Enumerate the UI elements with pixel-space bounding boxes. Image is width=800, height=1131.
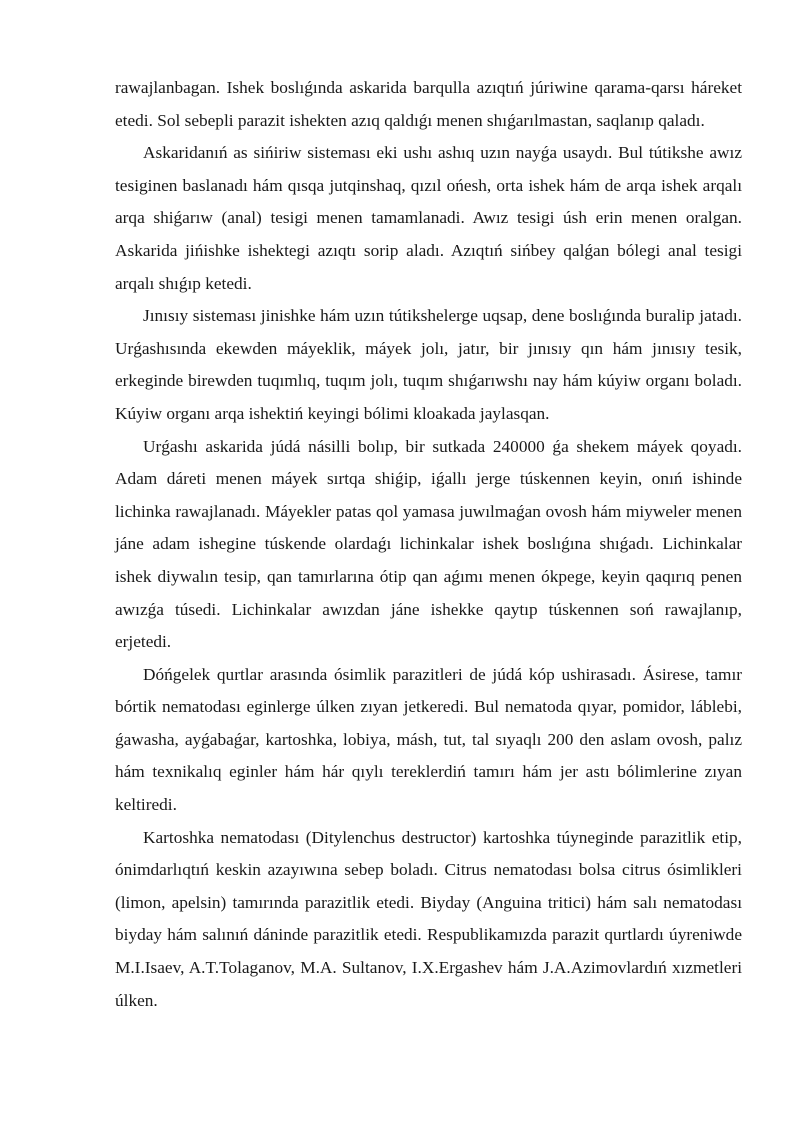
paragraph-6: Kartoshka nematodası (Ditylenchus destructor) kartoshka túyneginde parazitlik etip, ónimdarlıqtıń keskin azayıwına sebep boladı. Citrus nematodası bolsa citrus ósimlikleri (limon, apelsin) tamırında parazitlik etedi. Biyday (Anguina tritici) hám salı nematodası biyday hám salınıń dáninde parazitlik etedi. Respublikamızda parazit qurtlardı úyreniwde M.I.Isaev, A.T.Tolaganov, M.A. Sultanov, I.X.Ergashev hám J.A.Azimovlardıń xızmetleri úlken.: [115, 827, 742, 1010]
paragraph-2: Askaridanıń as sińiriw sisteması eki ushı ashıq uzın nayǵa usaydı. Bul tútikshe awız tesiginen baslanadı hám qısqa jutqinshaq, qızıl ońesh, orta ishek hám de arqa ishek arqalı arqa shiǵarıw (anal) tesigi menen tamamlanadi. Awız tesigi úsh erin menen oralgan. Askarida jińishke ishektegi azıqtı sorip aladı. Azıqtıń sińbey qalǵan bólegi anal tesigi arqalı shıǵıp ketedi.: [115, 143, 742, 293]
paragraph-3: Jınısıy sisteması jinishke hám uzın tútikshelerge uqsap, dene boslıǵında buralip jatadı. Urǵashısında ekewden máyeklik, máyek jolı, jatır, bir jınısıy qın hám jınısıy tesik, erkeginde birewden tuqımlıq, tuqım jolı, tuqım shıǵarıwshı nay hám kúyiw organı boladı. Kúyiw organı arqa ishektiń keyingi bólimi kloakada jaylasqan.: [115, 306, 742, 423]
paragraph-5: Dóńgelek qurtlar arasında ósimlik parazitleri de júdá kóp ushirasadı. Ásirese, tamır bórtik nematodası eginlerge úlken zıyan jetkeredi. Bul nematoda qıyar, pomidor, láblebi, ǵawasha, ayǵabaǵar, kartoshka, lobiya, másh, tut, tal sıyaqlı 200 den aslam ovosh, palız hám texnikalıq eginler hám hár qıylı tereklerdiń tamırı hám jer astı bólimlerine zıyan keltiredi.: [115, 664, 742, 815]
paragraph-4: Urǵashı askarida júdá násilli bolıp, bir sutkada 240000 ǵa shekem máyek qoyadı. Adam dáreti menen máyek sırtqa shiǵip, iǵallı jerge túskennen keyin, onıń ishinde lichinka rawajlanadı. Máyekler patas qol yamasa juwılmaǵan ovosh hám miyweler menen jáne adam ishegine túskende olardaǵı lichinkalar ishek boslıǵına shıǵadı. Lichinkalar ishek diywalın tesip, qan tamırlarına ótip qan aǵımı menen ókpege, keyin qaqırıq penen awızǵa túsedi. Lichinkalar awızdan jáne ishekke qaytıp túskennen soń rawajlanıp, erjetedi.: [115, 436, 742, 652]
paragraph-1: rawajlanbagan. Ishek boslıǵında askarida barqulla azıqtıń júriwine qarama-qarsı háreket etedi. Sol sebepli parazit ishekten azıq qaldıǵı menen shıǵarılmastan, saqlanıp qaladı.: [115, 78, 742, 130]
document-page: [115, 72, 742, 1017]
